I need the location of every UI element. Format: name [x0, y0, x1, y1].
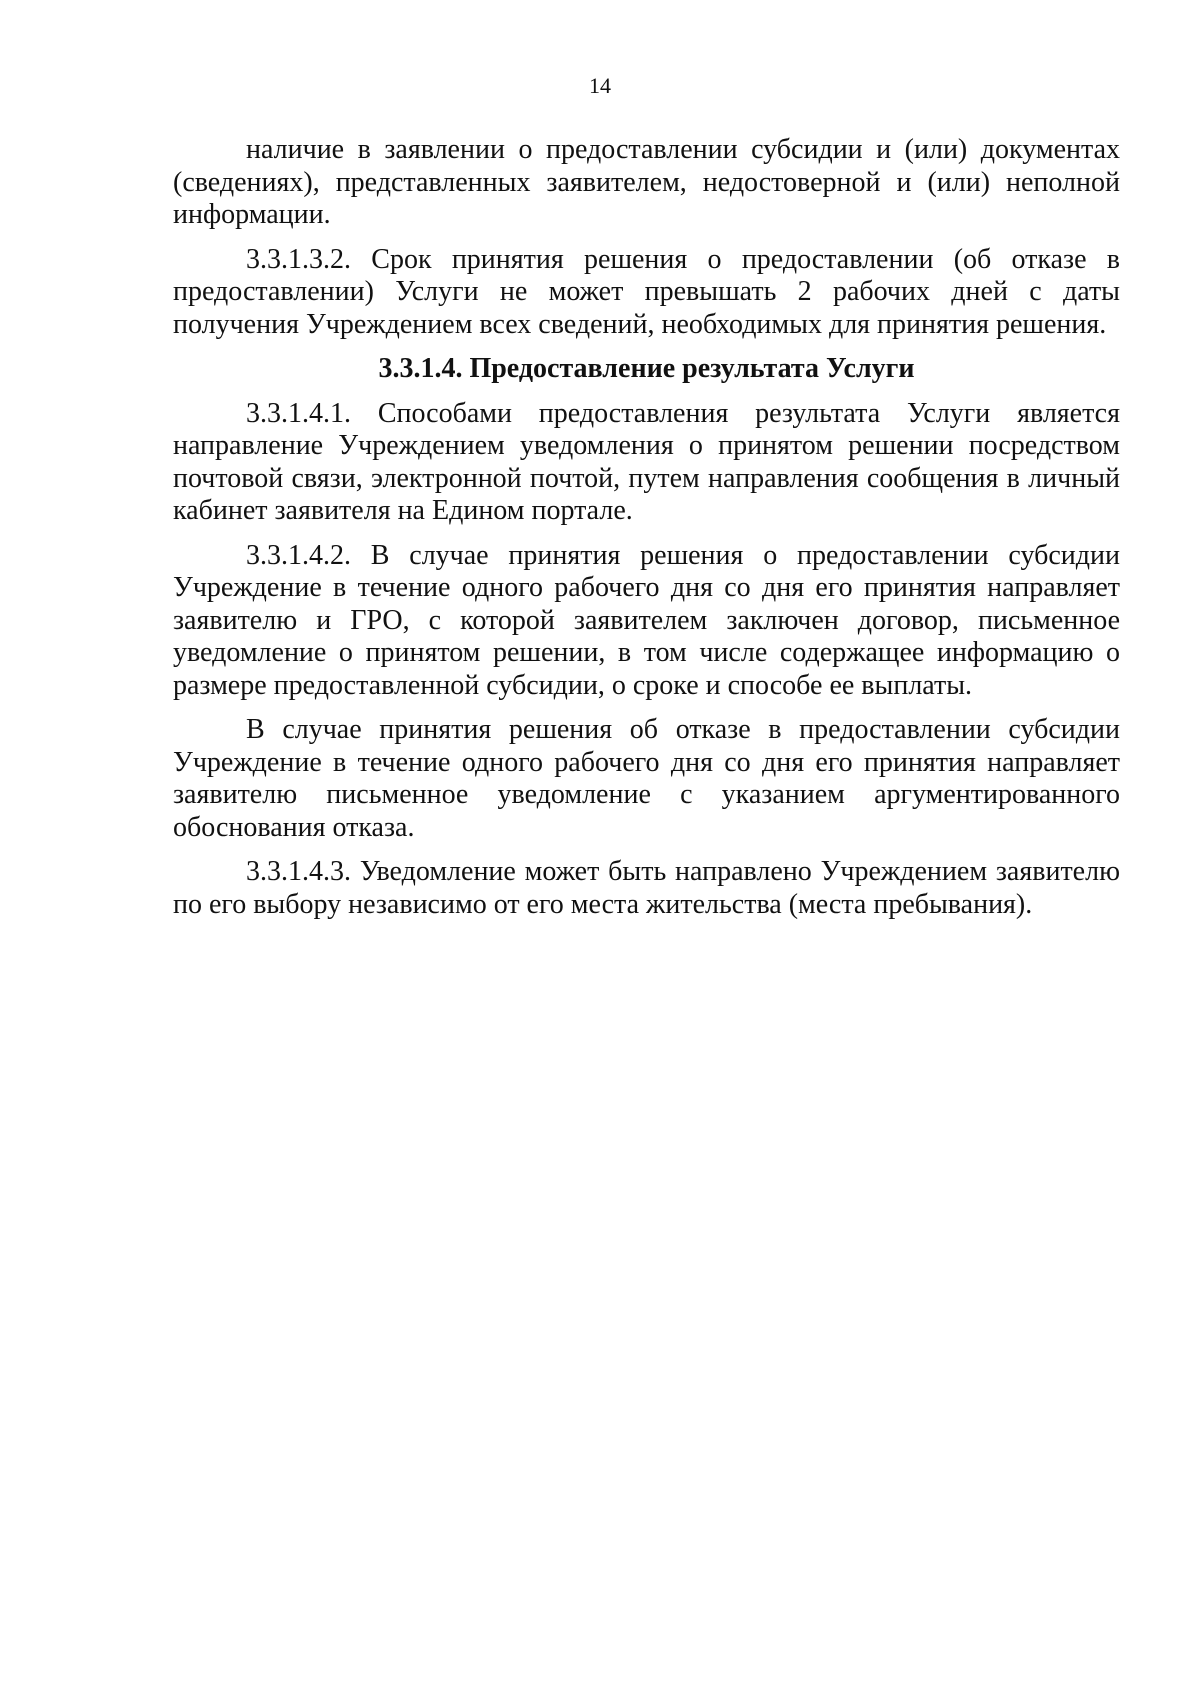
clause-text: Срок принятия решения о предоставлении (об отказе в предоставлении) Услуги не может превышать 2 рабочих дней с даты получения Учреждением всех сведений, необходимых для принятия решения. — [173, 243, 1120, 340]
paragraph-refusal-notice: В случае принятия решения об отказе в предоставлении субсидии Учреждение в течение одного рабочего дня со дня его принятия направляет заявителю письменное уведомление с указанием аргументированного обоснования отказа. — [173, 714, 1120, 843]
paragraph-3-3-1-3-2 — [173, 244, 1120, 342]
page-number: 14 — [589, 73, 611, 98]
clause-text: В случае принятия решения о предоставлении субсидии Учреждение в течение одного рабочего дня со дня его принятия направляет заявителю и ГРО, с которой заявителем заключен договор, письменное уведомление о принятом решении, в том числе содержащее информацию о размере предоставленной субсидии, о сроке и способе ее выплаты. — [173, 539, 1120, 701]
clause-number: 3.3.1.4.2. — [246, 539, 351, 571]
clause-number: 3.3.1.4.3. — [246, 856, 351, 887]
document-body — [173, 134, 1120, 933]
clause-text: Уведомление может быть направлено Учреждением заявителю по его выбору независимо от его места жительства (места пребывания). — [173, 856, 1120, 920]
paragraph-3-3-1-4-1 — [173, 398, 1120, 528]
paragraph-3-3-1-4-2 — [173, 540, 1120, 703]
paragraph-incomplete-information: наличие в заявлении о предоставлении субсидии и (или) документах (сведениях), представленных заявителем, недостоверной и (или) неполной информации. — [173, 134, 1120, 230]
clause-number: 3.3.1.4.1. — [246, 397, 351, 429]
clause-text: Способами предоставления результата Услуги является направление Учреждением уведомления о принятом решении посредством почтовой связи, электронной почтой, путем направления сообщения в личный кабинет заявителя на Едином портале. — [173, 397, 1120, 526]
paragraph-3-3-1-4-3 — [173, 856, 1120, 921]
clause-number: 3.3.1.3.2. — [246, 243, 351, 275]
section-heading: 3.3.1.4. Предоставление результата Услуги — [378, 353, 915, 384]
